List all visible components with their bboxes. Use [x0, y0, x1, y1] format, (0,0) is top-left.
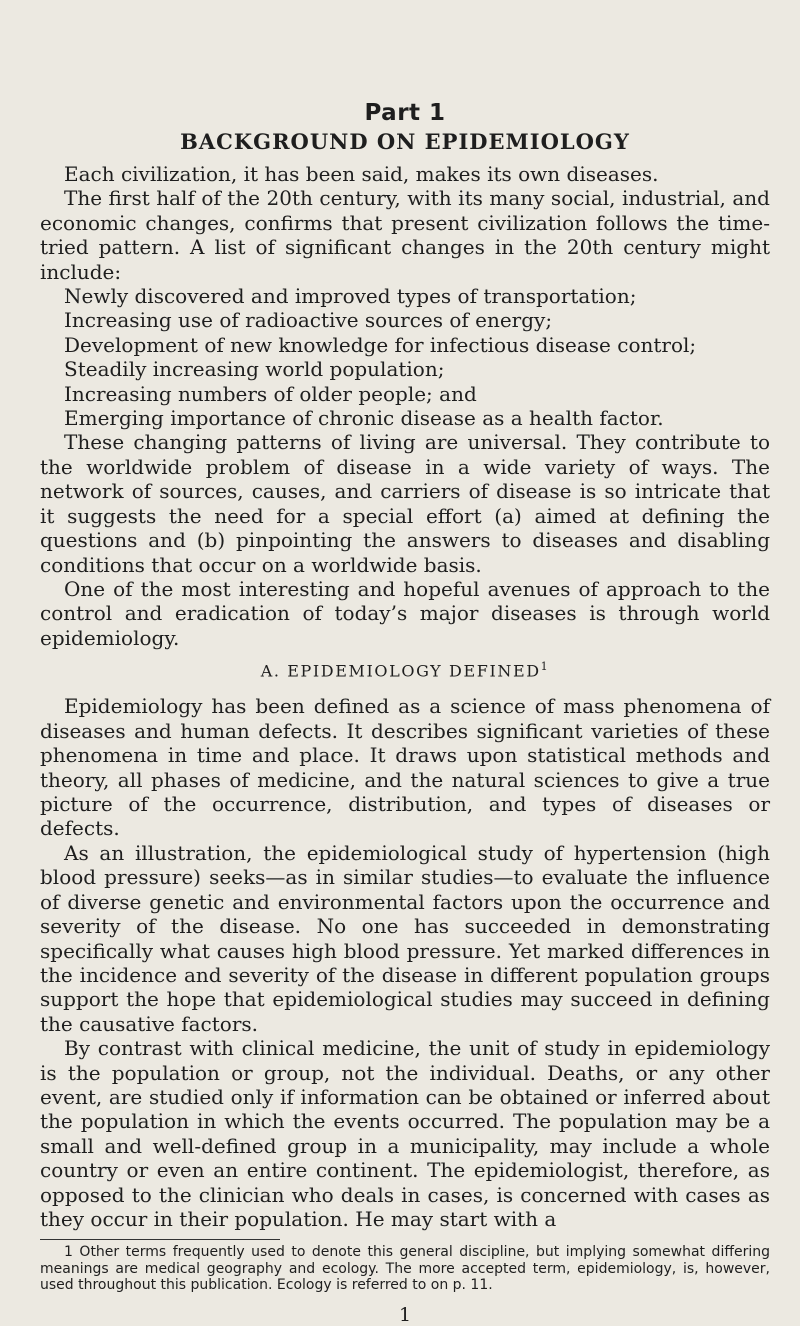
list-item: Steadily increasing world population;	[64, 357, 445, 382]
paragraph-population: By contrast with clinical medicine, the unit of study in epidemiology is the population or group, not the individual. Deaths, or any other event, are studied only if information can be obtained or inferred about the population in which the events occurred. The population may be a small and well-defined group in a municipality, may include a whole country or even an entire continent. The epidemiologist, therefore, as opposed to the clinician who deals in cases, is concerned with cases as they occur in their population. He may start with a	[40, 1036, 770, 1231]
section-title: BACKGROUND ON EPIDEMIOLOGY	[180, 129, 630, 154]
footnote-reference: 1	[540, 660, 550, 674]
list-item: Emerging importance of chronic disease as a health factor.	[64, 406, 664, 431]
subsection-heading-label: A. EPIDEMIOLOGY DEFINED	[260, 661, 541, 681]
subsection-heading	[40, 660, 770, 680]
paragraph-world-epidemiology: One of the most interesting and hopeful avenues of approach to the control and eradication of today’s major diseases is through world epidemiology.	[40, 576, 770, 650]
footnote: 1 Other terms frequently used to denote this general discipline, but implying somewhat differing meanings are medical geography and ecology. The more accepted term, epidemiology, is, however, used throughout this publication. Ecology is referred to on p. 11.	[40, 1244, 770, 1294]
paragraph-intro: Each civilization, it has been said, makes its own diseases.	[64, 162, 659, 186]
list-item: Development of new knowledge for infectious disease control;	[64, 332, 697, 357]
paragraph-patterns: These changing patterns of living are universal. They contribute to the worldwide problem of disease in a wide variety of ways. The network of sources, causes, and carriers of disease is so intricate that it suggests the need for a special effort (a) aimed at defining the questions and (b) pinpointing the answers to diseases and disabling conditions that occur on a worldwide basis.	[40, 430, 770, 577]
paragraph-definition: Epidemiology has been defined as a science of mass phenomena of diseases and human defects. It describes significant varieties of these phenomena in time and place. It draws upon statistical methods and theory, all phases of medicine, and the natural sciences to give a true picture of the occurrence, distribution, and types of diseases or defects.	[40, 694, 770, 841]
paragraph-hypertension: As an illustration, the epidemiological study of hypertension (high blood pressure) seeks—as in similar studies—to evaluate the influence of diverse genetic and environmental factors upon the occurrence and severity of the disease. No one has succeeded in demonstrating specifically what causes high blood pressure. Yet marked differences in the incidence and severity of the disease in different population groups support the hope that epidemiological studies may succeed in defining the causative factors.	[40, 840, 770, 1036]
paragraph-changes: The first half of the 20th century, with its many social, industrial, and economic changes, confirms that present civilization follows the time-tried pattern. A list of significant changes in the 20th century might include:	[40, 186, 770, 284]
part-title: Part 1	[364, 100, 446, 126]
footnote-divider	[40, 1239, 280, 1240]
list-item: Increasing numbers of older people; and	[64, 381, 477, 406]
list-item: Increasing use of radioactive sources of energy;	[64, 308, 553, 333]
list-item: Newly discovered and improved types of transportation;	[64, 284, 637, 309]
changes-list	[40, 284, 770, 430]
page-number: 1	[398, 1303, 412, 1326]
